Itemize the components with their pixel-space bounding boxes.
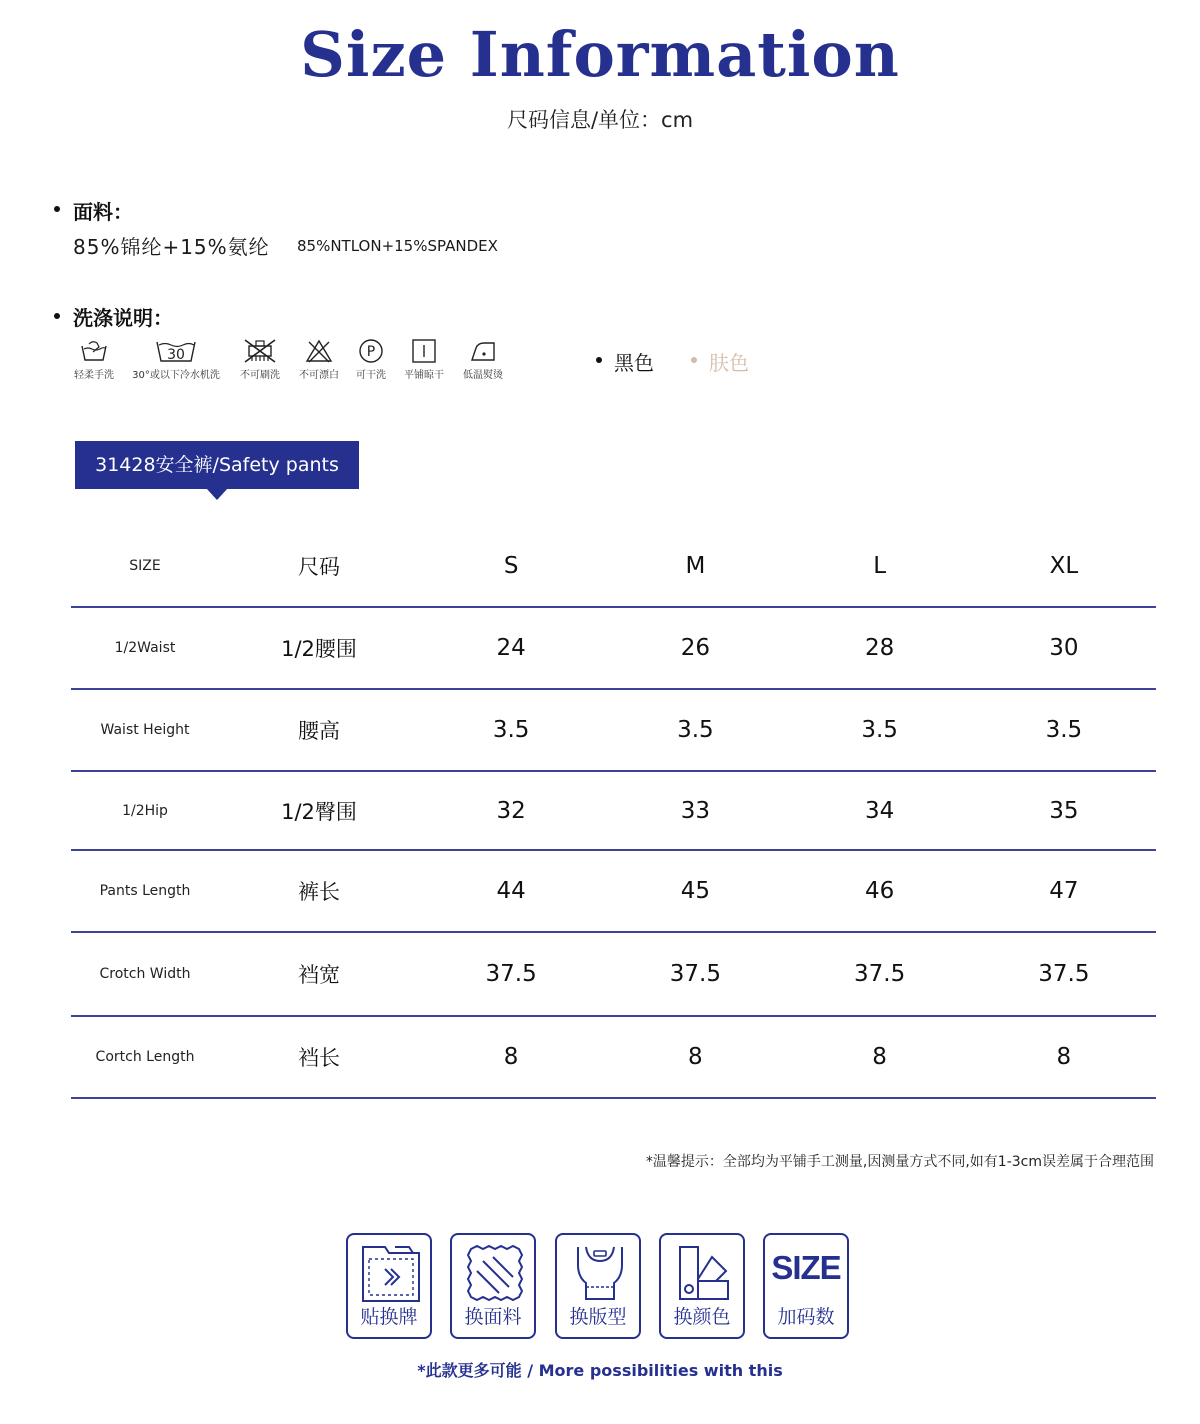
table-row bbox=[71, 771, 1156, 850]
table-cell: 3.5 bbox=[788, 689, 972, 771]
table-cell: 33 bbox=[603, 771, 787, 850]
header-size-cn: 尺码 bbox=[219, 526, 419, 607]
care-label: 可干洗 bbox=[356, 370, 386, 381]
care-dry-flat bbox=[400, 338, 448, 381]
size-icon: SIZE bbox=[771, 1249, 841, 1286]
row-label-cn: 腰高 bbox=[219, 689, 419, 771]
row-label-en: Waist Height bbox=[71, 689, 219, 771]
care-label: 平铺晾干 bbox=[404, 370, 444, 381]
table-cell: 24 bbox=[419, 607, 603, 689]
table-row bbox=[71, 932, 1156, 1016]
table-cell: 35 bbox=[972, 771, 1156, 850]
dry-flat-icon bbox=[411, 338, 437, 364]
row-label-cn: 裆宽 bbox=[219, 932, 419, 1016]
row-label-cn: 裆长 bbox=[219, 1016, 419, 1098]
row-label-en: Crotch Width bbox=[71, 932, 219, 1016]
table-cell: 8 bbox=[972, 1016, 1156, 1098]
table-cell: 26 bbox=[603, 607, 787, 689]
care-hand-wash bbox=[70, 338, 118, 381]
label-swap-icon bbox=[359, 1243, 423, 1305]
header-size-l: L bbox=[788, 526, 972, 607]
table-cell: 37.5 bbox=[603, 932, 787, 1016]
service-label: 贴换牌 bbox=[360, 1306, 418, 1328]
color-bullet-skin bbox=[691, 357, 697, 363]
more-possibilities: *此款更多可能 / More possibilities with this bbox=[417, 1361, 783, 1380]
row-label-en: Pants Length bbox=[71, 850, 219, 932]
row-label-en: Cortch Length bbox=[71, 1016, 219, 1098]
header-size-xl: XL bbox=[972, 526, 1156, 607]
product-tag-pointer bbox=[206, 488, 228, 500]
table-cell: 37.5 bbox=[972, 932, 1156, 1016]
care-machine-wash bbox=[126, 338, 226, 381]
product-tag: 31428安全裤/Safety pants bbox=[75, 441, 359, 489]
wash-heading: 洗涤说明： bbox=[73, 306, 173, 330]
table-cell: 3.5 bbox=[603, 689, 787, 771]
table-cell: 37.5 bbox=[419, 932, 603, 1016]
color-black-label: 黑色 bbox=[614, 351, 654, 375]
wash-temp-number: 30 bbox=[167, 347, 185, 363]
service-card-pattern-swap bbox=[555, 1233, 641, 1339]
table-cell: 45 bbox=[603, 850, 787, 932]
care-low-iron bbox=[458, 338, 508, 381]
table-cell: 37.5 bbox=[788, 932, 972, 1016]
fabric-composition-cn: 85%锦纶+15%氨纶 bbox=[73, 235, 270, 259]
care-no-brush bbox=[236, 338, 284, 381]
care-no-bleach bbox=[294, 338, 344, 381]
dry-clean-letter: P bbox=[366, 344, 376, 360]
care-label: 30°或以下冷水机洗 bbox=[132, 370, 220, 381]
hand-wash-icon bbox=[79, 338, 109, 364]
header-size-en: SIZE bbox=[71, 526, 219, 607]
service-card-label-swap bbox=[346, 1233, 432, 1339]
service-label: 换面料 bbox=[464, 1306, 522, 1328]
low-iron-icon bbox=[468, 338, 498, 364]
size-table bbox=[71, 526, 1156, 1099]
service-label: 加码数 bbox=[777, 1306, 835, 1328]
service-card-color-swap bbox=[659, 1233, 745, 1339]
row-label-en: 1/2Hip bbox=[71, 771, 219, 850]
table-cell: 8 bbox=[603, 1016, 787, 1098]
table-cell: 28 bbox=[788, 607, 972, 689]
table-cell: 8 bbox=[788, 1016, 972, 1098]
table-row bbox=[71, 689, 1156, 771]
care-label: 不可漂白 bbox=[299, 370, 339, 381]
row-label-cn: 1/2臀围 bbox=[219, 771, 419, 850]
service-label: 换颜色 bbox=[673, 1306, 731, 1328]
no-bleach-icon bbox=[304, 338, 334, 364]
service-card-fabric-swap bbox=[450, 1233, 536, 1339]
table-cell: 34 bbox=[788, 771, 972, 850]
table-header-row bbox=[71, 526, 1156, 607]
bullet-dot bbox=[54, 313, 60, 319]
table-row bbox=[71, 607, 1156, 689]
table-cell: 3.5 bbox=[419, 689, 603, 771]
measurement-note: *温馨提示：全部均为平铺手工测量,因测量方式不同,如有1-3cm误差属于合理范围 bbox=[645, 1154, 1154, 1170]
header-size-s: S bbox=[419, 526, 603, 607]
row-label-en: 1/2Waist bbox=[71, 607, 219, 689]
service-label: 换版型 bbox=[569, 1306, 627, 1328]
fabric-heading: 面料： bbox=[73, 200, 133, 224]
care-label: 低温熨烫 bbox=[463, 370, 503, 381]
fabric-composition-en: 85%NTLON+15%SPANDEX bbox=[297, 237, 498, 255]
pattern-swap-icon bbox=[568, 1243, 632, 1305]
table-row bbox=[71, 1016, 1156, 1098]
color-swap-icon bbox=[672, 1243, 736, 1305]
table-cell: 30 bbox=[972, 607, 1156, 689]
no-brush-icon bbox=[242, 338, 278, 364]
table-cell: 46 bbox=[788, 850, 972, 932]
care-label: 轻柔手洗 bbox=[74, 370, 114, 381]
table-cell: 44 bbox=[419, 850, 603, 932]
row-label-cn: 1/2腰围 bbox=[219, 607, 419, 689]
care-dry-clean bbox=[350, 338, 392, 381]
table-row bbox=[71, 850, 1156, 932]
row-label-cn: 裤长 bbox=[219, 850, 419, 932]
page-subtitle: 尺码信息/单位：cm bbox=[506, 108, 694, 132]
wash-30-icon bbox=[155, 338, 197, 364]
fabric-swap-icon bbox=[463, 1243, 527, 1305]
table-cell: 47 bbox=[972, 850, 1156, 932]
header-size-m: M bbox=[603, 526, 787, 607]
color-skin-label: 肤色 bbox=[709, 351, 749, 375]
page-title: Size Information bbox=[300, 18, 900, 91]
table-cell: 3.5 bbox=[972, 689, 1156, 771]
color-bullet-black bbox=[596, 357, 602, 363]
dry-clean-p-icon bbox=[358, 338, 384, 364]
service-card-size bbox=[763, 1233, 849, 1339]
table-cell: 8 bbox=[419, 1016, 603, 1098]
care-label: 不可刷洗 bbox=[240, 370, 280, 381]
table-cell: 32 bbox=[419, 771, 603, 850]
bullet-dot bbox=[54, 206, 60, 212]
